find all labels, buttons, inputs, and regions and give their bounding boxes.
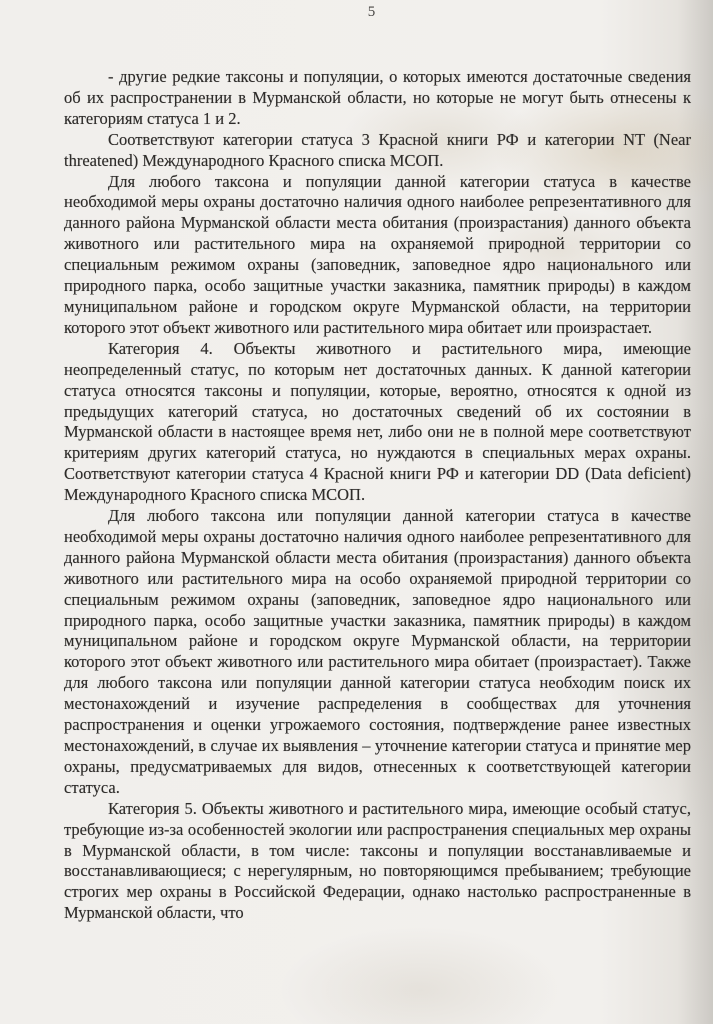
paragraph-category-4: Категория 4. Объекты животного и растительного мира, имеющие неопределенный статус, по которым нет достаточных данных. К данной категории статуса относятся таксоны и популяции, которые, вероятно, относятся к одной из предыдущих категорий статуса, но достаточных сведений об их состоянии в Мурманской области в настоящее время нет, либо они не в полной мере соответствуют критериям других категорий статуса, но нуждаются в специальных мерах охраны. Соответствуют категории статуса 4 Красной книги РФ и категории DD (Data deficient) Международного Красного списка МСОП. — [64, 338, 691, 505]
document-body — [64, 67, 691, 924]
paragraph-category-4-protection-measures: Для любого таксона или популяции данной категории статуса в качестве необходимой меры охраны достаточно наличия одного наиболее репрезентативного для данного района Мурманской области места обитания (произрастания) данного объекта животного или растительного мира на особо охраняемой природной территории со специальным режимом охраны (заповедник, заповедное ядро национального или природного парка, особо защитные участки заказника, памятник природы) в каждом муниципальном районе и городском округе Мурманской области, на территории которого этот объект животного или растительного мира обитает (произрастает). Также для любого таксона или популяции данной категории статуса необходим поиск их местонахождений и изучение распределения в сообществах для уточнения распространения и оценки угрожаемого состояния, подтверждение ранее известных местонахождений, в случае их выявления – уточнение категории статуса и принятие мер охраны, предусматриваемых для видов, отнесенных к соответствующей категории статуса. — [64, 506, 691, 797]
paragraph-category-5: Категория 5. Объекты животного и растительного мира, имеющие особый статус, требующие из-за особенностей экологии или распространения специальных мер охраны в Мурманской области, в том числе: таксоны и популяции восстанавливаемые и восстанавливающиеся; с нерегулярным, но повторяющимся пребыванием; требующие строгих мер охраны в Российской Федерации, однако настолько распространенные в Мурманской области, что — [64, 798, 691, 923]
page-number: 5 — [367, 4, 376, 20]
paragraph-status3-correspondence: Соответствуют категории статуса 3 Красной книги РФ и категории NT (Near threatened) Международного Красного списка МСОП. — [64, 129, 691, 170]
paragraph-other-rare-taxa: - другие редкие таксоны и популяции, о которых имеются достаточные сведения об их распространении в Мурманской области, но которые не могут быть отнесены к категориям статуса 1 и 2. — [64, 67, 691, 128]
paragraph-status3-protection-measures: Для любого таксона и популяции данной категории статуса в качестве необходимой меры охраны достаточно наличия одного наиболее репрезентативного для данного района Мурманской области места обитания (произрастания) данного объекта животного или растительного мира на охраняемой природной территории со специальным режимом охраны (заповедник, заповедное ядро национального или природного парка, особо защитные участки заказника, памятник природы) в каждом муниципальном районе и городском округе Мурманской области, на территории которого этот объект животного или растительного мира обитает или произрастает. — [64, 171, 691, 337]
